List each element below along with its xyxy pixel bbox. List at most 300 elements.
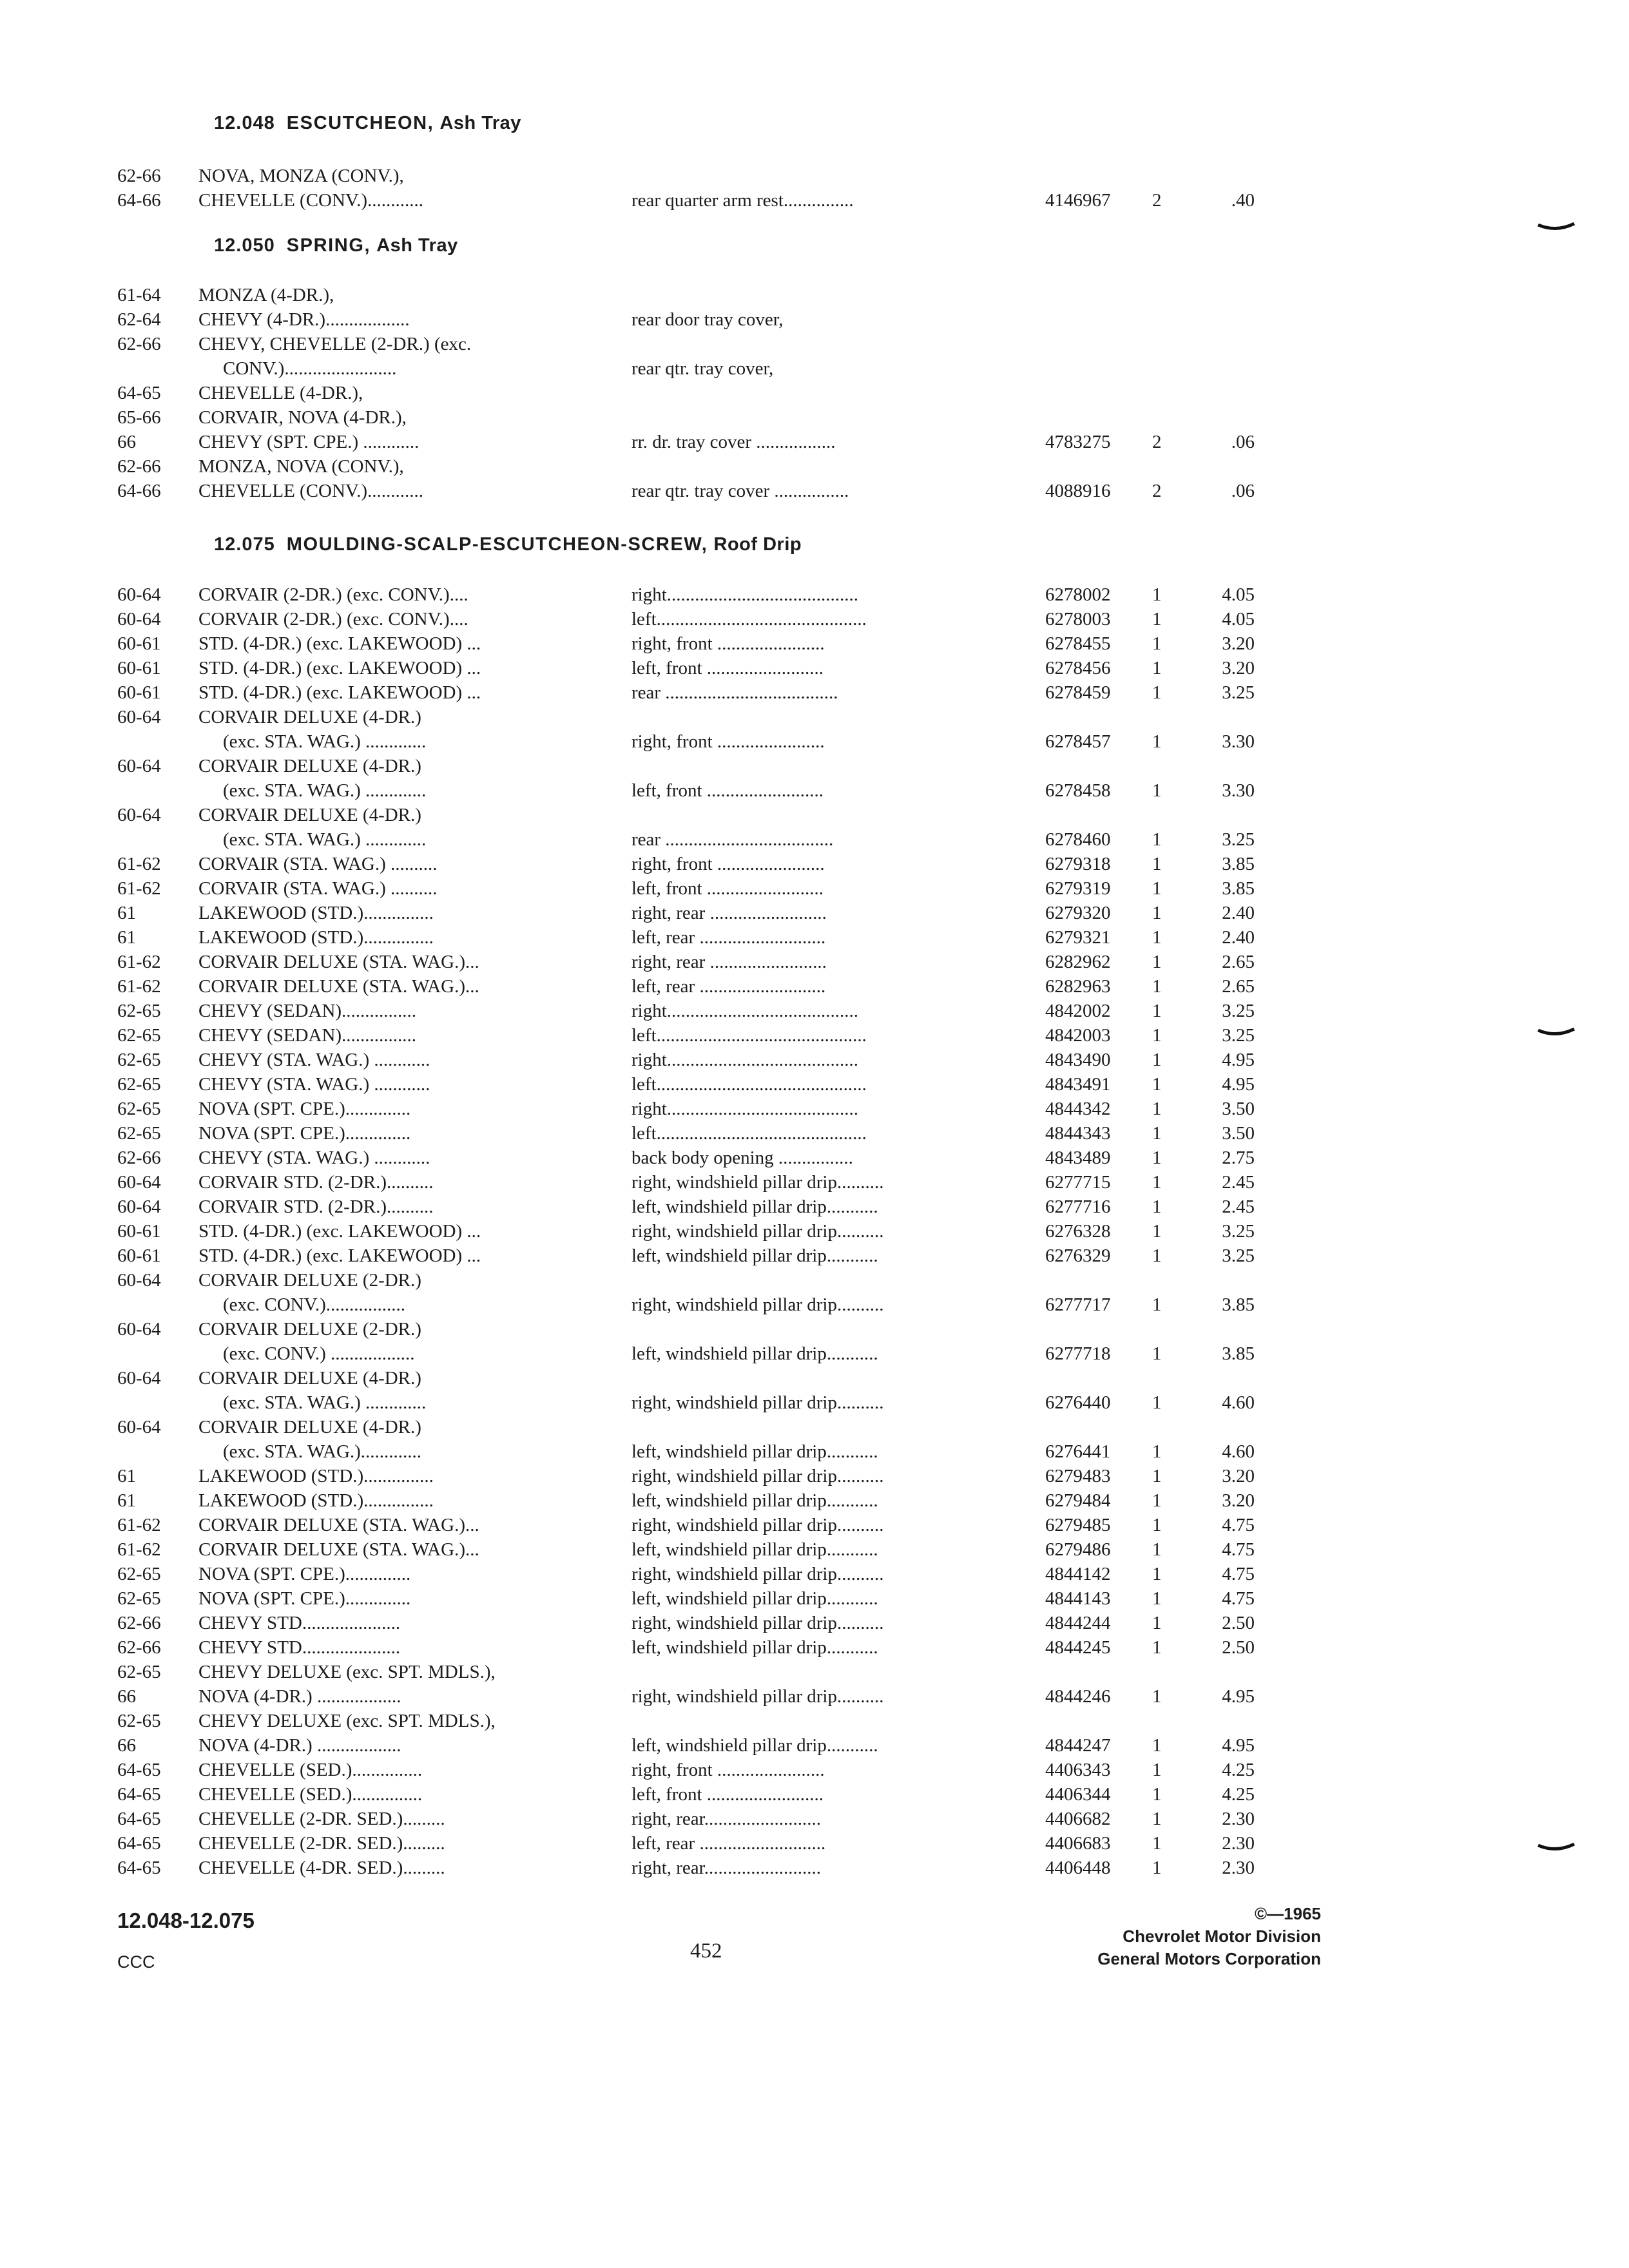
model-years: 61-62 <box>117 952 161 972</box>
model-name: CHEVELLE (2-DR. SED.)......... <box>198 1809 445 1829</box>
price: 4.75 <box>1222 1588 1255 1609</box>
model-name: CHEVELLE (SED.)............... <box>198 1784 423 1805</box>
table-row <box>0 1244 1629 1268</box>
model-years: 60-64 <box>117 1368 161 1389</box>
part-description: right, rear ......................... <box>631 952 827 972</box>
edge-mark-icon <box>1537 222 1576 231</box>
model-years: 61-62 <box>117 854 161 874</box>
model-name: CHEVELLE (4-DR. SED.)......... <box>198 1858 445 1878</box>
table-row <box>0 1097 1629 1121</box>
part-number: 4842002 <box>1045 1001 1111 1021</box>
price: 4.75 <box>1222 1515 1255 1535</box>
part-number: 6276440 <box>1045 1392 1111 1413</box>
quantity: 1 <box>1152 878 1162 899</box>
model-years: 62-65 <box>117 1099 161 1119</box>
price: 2.65 <box>1222 952 1255 972</box>
price: .40 <box>1231 190 1255 211</box>
part-description: right......................................... <box>631 1001 859 1021</box>
price: 2.45 <box>1222 1196 1255 1217</box>
model-name: MONZA, NOVA (CONV.), <box>198 456 404 477</box>
model-years: 60-64 <box>117 805 161 825</box>
price: 2.40 <box>1222 903 1255 923</box>
quantity: 1 <box>1152 829 1162 850</box>
model-name: NOVA (SPT. CPE.).............. <box>198 1588 411 1609</box>
table-row <box>0 950 1629 974</box>
quantity: 1 <box>1152 1588 1162 1609</box>
model-name: CORVAIR DELUXE (4-DR.) <box>198 707 421 727</box>
table-row <box>0 479 1629 503</box>
section-number: 12.075 <box>214 534 275 555</box>
price: 3.30 <box>1222 780 1255 801</box>
part-description: left, windshield pillar drip........... <box>631 1490 878 1511</box>
model-years: 64-66 <box>117 190 161 211</box>
price: 3.20 <box>1222 1466 1255 1486</box>
table-row <box>0 1268 1629 1293</box>
table-row <box>0 1072 1629 1097</box>
table-row <box>0 1390 1629 1415</box>
model-name: CORVAIR (STA. WAG.) .......... <box>198 854 438 874</box>
model-name: CORVAIR DELUXE (STA. WAG.)... <box>198 952 479 972</box>
price: 2.75 <box>1222 1148 1255 1168</box>
model-name: CHEVELLE (CONV.)............ <box>198 481 424 501</box>
part-description: left, front ......................... <box>631 1784 824 1805</box>
table-row <box>0 1635 1629 1660</box>
price: 3.20 <box>1222 1490 1255 1511</box>
price: 3.85 <box>1222 1343 1255 1364</box>
table-row <box>0 1415 1629 1439</box>
model-years: 61 <box>117 1466 136 1486</box>
model-years: 62-65 <box>117 1564 161 1584</box>
price: 3.25 <box>1222 1221 1255 1242</box>
model-name: CORVAIR DELUXE (2-DR.) <box>198 1270 421 1291</box>
quantity: 1 <box>1152 1735 1162 1756</box>
model-years: 60-61 <box>117 658 161 678</box>
part-description: back body opening ................ <box>631 1148 853 1168</box>
table-row <box>0 1146 1629 1170</box>
model-years: 64-65 <box>117 383 161 403</box>
model-years: 62-66 <box>117 334 161 354</box>
table-row <box>0 188 1629 213</box>
model-years: 62-66 <box>117 456 161 477</box>
model-name: CHEVY (SEDAN)................ <box>198 1001 417 1021</box>
quantity: 1 <box>1152 1441 1162 1462</box>
part-description: right, windshield pillar drip.......... <box>631 1564 884 1584</box>
part-description: left, windshield pillar drip........... <box>631 1637 878 1658</box>
model-name: CORVAIR (2-DR.) (exc. CONV.).... <box>198 584 468 605</box>
quantity: 1 <box>1152 1001 1162 1021</box>
model-name: CORVAIR (2-DR.) (exc. CONV.).... <box>198 609 468 629</box>
table-row <box>0 876 1629 901</box>
price: 4.60 <box>1222 1392 1255 1413</box>
model-years: 62-65 <box>117 1074 161 1095</box>
model-years: 60-64 <box>117 756 161 776</box>
part-description: rear .................................... <box>631 829 834 850</box>
part-description: left, windshield pillar drip........... <box>631 1441 878 1462</box>
price: 4.75 <box>1222 1539 1255 1560</box>
model-years: 64-65 <box>117 1833 161 1854</box>
price: 4.95 <box>1222 1074 1255 1095</box>
quantity: 1 <box>1152 731 1162 752</box>
quantity: 1 <box>1152 682 1162 703</box>
part-number: 6278002 <box>1045 584 1111 605</box>
part-description: left, windshield pillar drip........... <box>631 1735 878 1756</box>
part-description: left............................................. <box>631 1074 867 1095</box>
model-years: 60-64 <box>117 1196 161 1217</box>
model-name: CORVAIR STD. (2-DR.).......... <box>198 1172 434 1193</box>
edge-mark-icon <box>1537 1843 1576 1852</box>
copyright: ©—1965 <box>1255 1904 1321 1923</box>
price: 4.75 <box>1222 1564 1255 1584</box>
quantity: 1 <box>1152 1099 1162 1119</box>
price: 2.50 <box>1222 1637 1255 1658</box>
part-description: left, windshield pillar drip........... <box>631 1539 878 1560</box>
part-number: 6279486 <box>1045 1539 1111 1560</box>
model-name: CORVAIR, NOVA (4-DR.), <box>198 407 407 428</box>
part-number: 4844142 <box>1045 1564 1111 1584</box>
model-name: CHEVELLE (4-DR.), <box>198 383 363 403</box>
part-number: 6278459 <box>1045 682 1111 703</box>
price: 2.40 <box>1222 927 1255 948</box>
model-name: (exc. STA. WAG.) ............. <box>223 780 427 801</box>
part-description: rear ..................................... <box>631 682 838 703</box>
table-row <box>0 1831 1629 1856</box>
part-number: 6276328 <box>1045 1221 1111 1242</box>
model-name: CHEVY DELUXE (exc. SPT. MDLS.), <box>198 1662 496 1682</box>
part-description: left............................................. <box>631 609 867 629</box>
quantity: 1 <box>1152 1245 1162 1266</box>
table-row <box>0 283 1629 307</box>
quantity: 1 <box>1152 1833 1162 1854</box>
table-row <box>0 356 1629 381</box>
model-name: CORVAIR DELUXE (4-DR.) <box>198 756 421 776</box>
model-years: 61 <box>117 1490 136 1511</box>
table-row <box>0 332 1629 356</box>
model-years: 60-61 <box>117 682 161 703</box>
quantity: 1 <box>1152 1025 1162 1046</box>
section-number: 12.050 <box>214 235 275 256</box>
part-number: 6279484 <box>1045 1490 1111 1511</box>
part-description: left, windshield pillar drip........... <box>631 1245 878 1266</box>
part-description: left, rear ........................... <box>631 927 826 948</box>
part-description: right, windshield pillar drip.......... <box>631 1294 884 1315</box>
model-years: 64-66 <box>117 481 161 501</box>
part-description: right......................................... <box>631 584 859 605</box>
part-description: right, rear ......................... <box>631 903 827 923</box>
model-years: 62-66 <box>117 1613 161 1633</box>
price: 3.30 <box>1222 731 1255 752</box>
part-description: right, rear......................... <box>631 1858 821 1878</box>
part-description: left............................................. <box>631 1025 867 1046</box>
footer-section-range: 12.048-12.075 <box>117 1908 255 1932</box>
table-row <box>0 1660 1629 1684</box>
model-name: CORVAIR (STA. WAG.) .......... <box>198 878 438 899</box>
price: 3.85 <box>1222 1294 1255 1315</box>
part-description: rear qtr. tray cover, <box>631 358 774 379</box>
table-row <box>0 1709 1629 1733</box>
price: 2.30 <box>1222 1809 1255 1829</box>
part-description: left, windshield pillar drip........... <box>631 1343 878 1364</box>
table-row <box>0 705 1629 729</box>
model-years: 60-64 <box>117 584 161 605</box>
model-name: CORVAIR DELUXE (4-DR.) <box>198 1417 421 1437</box>
section-subtitle: Ash Tray <box>439 113 521 133</box>
part-number: 4406682 <box>1045 1809 1111 1829</box>
model-years: 60-64 <box>117 609 161 629</box>
model-years: 60-64 <box>117 1270 161 1291</box>
model-name: LAKEWOOD (STD.)............... <box>198 1490 434 1511</box>
table-row <box>0 680 1629 705</box>
price: 4.95 <box>1222 1735 1255 1756</box>
model-name: NOVA (4-DR.) .................. <box>198 1735 401 1756</box>
model-name: CORVAIR DELUXE (STA. WAG.)... <box>198 1539 479 1560</box>
table-row <box>0 1562 1629 1586</box>
price: 2.30 <box>1222 1858 1255 1878</box>
part-number: 4088916 <box>1045 481 1111 501</box>
model-name: STD. (4-DR.) (exc. LAKEWOOD) ... <box>198 633 481 654</box>
part-description: right, front ....................... <box>631 854 825 874</box>
model-years: 61-62 <box>117 878 161 899</box>
part-number: 6282962 <box>1045 952 1111 972</box>
price: 4.05 <box>1222 609 1255 629</box>
model-name: CHEVY DELUXE (exc. SPT. MDLS.), <box>198 1711 496 1731</box>
part-number: 4146967 <box>1045 190 1111 211</box>
part-description: right, windshield pillar drip.......... <box>631 1221 884 1242</box>
page-number: 452 <box>690 1939 722 1963</box>
section-name: MOULDING-SCALP-ESCUTCHEON-SCREW, <box>286 534 708 555</box>
model-years: 65-66 <box>117 407 161 428</box>
table-row <box>0 1464 1629 1488</box>
model-name: STD. (4-DR.) (exc. LAKEWOOD) ... <box>198 1221 481 1242</box>
part-number: 6279320 <box>1045 903 1111 923</box>
price: 3.85 <box>1222 878 1255 899</box>
footer-code: CCC <box>117 1952 155 1972</box>
part-description: left, windshield pillar drip........... <box>631 1196 878 1217</box>
model-name: CHEVY (STA. WAG.) ............ <box>198 1050 430 1070</box>
price: 3.85 <box>1222 854 1255 874</box>
quantity: 1 <box>1152 584 1162 605</box>
part-number: 6278457 <box>1045 731 1111 752</box>
model-years: 60-64 <box>117 1319 161 1340</box>
model-name: LAKEWOOD (STD.)............... <box>198 927 434 948</box>
model-years: 62-65 <box>117 1050 161 1070</box>
quantity: 1 <box>1152 1148 1162 1168</box>
quantity: 1 <box>1152 658 1162 678</box>
section-subtitle: Roof Drip <box>713 534 802 555</box>
table-row <box>0 1733 1629 1758</box>
part-number: 6278003 <box>1045 609 1111 629</box>
model-years: 62-65 <box>117 1662 161 1682</box>
model-name: MONZA (4-DR.), <box>198 285 334 305</box>
model-years: 60-64 <box>117 1417 161 1437</box>
part-number: 6279483 <box>1045 1466 1111 1486</box>
model-years: 61 <box>117 927 136 948</box>
table-row <box>0 1219 1629 1244</box>
model-years: 62-66 <box>117 1637 161 1658</box>
part-number: 6276441 <box>1045 1441 1111 1462</box>
table-row <box>0 1439 1629 1464</box>
quantity: 1 <box>1152 1613 1162 1633</box>
quantity: 1 <box>1152 1196 1162 1217</box>
table-row <box>0 1586 1629 1611</box>
price: 3.50 <box>1222 1123 1255 1144</box>
part-number: 6277715 <box>1045 1172 1111 1193</box>
part-description: rr. dr. tray cover ................. <box>631 432 836 452</box>
section-title <box>214 235 458 256</box>
table-row <box>0 754 1629 778</box>
model-name: CHEVY, CHEVELLE (2-DR.) (exc. <box>198 334 472 354</box>
section-subtitle: Ash Tray <box>376 235 458 256</box>
part-number: 6277717 <box>1045 1294 1111 1315</box>
model-name: NOVA (SPT. CPE.).............. <box>198 1099 411 1119</box>
model-name: (exc. STA. WAG.) ............. <box>223 731 427 752</box>
model-name: CONV.)........................ <box>223 358 397 379</box>
price: 2.50 <box>1222 1613 1255 1633</box>
section-number: 12.048 <box>214 113 275 133</box>
quantity: 1 <box>1152 1294 1162 1315</box>
quantity: 1 <box>1152 1515 1162 1535</box>
table-row <box>0 1317 1629 1341</box>
part-number: 6278456 <box>1045 658 1111 678</box>
part-number: 4843491 <box>1045 1074 1111 1095</box>
model-name: CHEVY (4-DR.).................. <box>198 309 410 330</box>
part-number: 4844244 <box>1045 1613 1111 1633</box>
table-row <box>0 974 1629 999</box>
table-row <box>0 1341 1629 1366</box>
table-row <box>0 1611 1629 1635</box>
footer-publisher <box>1097 1903 1321 1970</box>
part-number: 6278458 <box>1045 780 1111 801</box>
model-years: 64-65 <box>117 1858 161 1878</box>
quantity: 1 <box>1152 1490 1162 1511</box>
model-years: 62-65 <box>117 1588 161 1609</box>
part-description: right, front ....................... <box>631 731 825 752</box>
part-description: left, rear ........................... <box>631 1833 826 1854</box>
quantity: 1 <box>1152 903 1162 923</box>
model-name: (exc. STA. WAG.) ............. <box>223 829 427 850</box>
table-row <box>0 852 1629 876</box>
model-years: 62-65 <box>117 1025 161 1046</box>
model-name: NOVA (4-DR.) .................. <box>198 1686 401 1707</box>
price: 3.20 <box>1222 658 1255 678</box>
table-row <box>0 1293 1629 1317</box>
table-row <box>0 1856 1629 1880</box>
part-description: right......................................... <box>631 1099 859 1119</box>
model-name: (exc. CONV.)................. <box>223 1294 405 1315</box>
quantity: 1 <box>1152 1123 1162 1144</box>
quantity: 1 <box>1152 927 1162 948</box>
model-name: STD. (4-DR.) (exc. LAKEWOOD) ... <box>198 1245 481 1266</box>
part-description: right, front ....................... <box>631 1760 825 1780</box>
model-name: CHEVY (SEDAN)................ <box>198 1025 417 1046</box>
quantity: 1 <box>1152 1466 1162 1486</box>
quantity: 1 <box>1152 1637 1162 1658</box>
part-number: 6279318 <box>1045 854 1111 874</box>
quantity: 1 <box>1152 1784 1162 1805</box>
table-row <box>0 1195 1629 1219</box>
quantity: 2 <box>1152 432 1162 452</box>
quantity: 1 <box>1152 952 1162 972</box>
model-years: 60-64 <box>117 1172 161 1193</box>
price: 4.25 <box>1222 1760 1255 1780</box>
table-row <box>0 582 1629 607</box>
price: 3.25 <box>1222 1245 1255 1266</box>
price: .06 <box>1231 432 1255 452</box>
model-years: 66 <box>117 1686 136 1707</box>
part-description: right......................................... <box>631 1050 859 1070</box>
part-number: 6276329 <box>1045 1245 1111 1266</box>
table-row <box>0 631 1629 656</box>
part-number: 4844143 <box>1045 1588 1111 1609</box>
part-number: 4406344 <box>1045 1784 1111 1805</box>
price: 3.25 <box>1222 1001 1255 1021</box>
model-name: CHEVY STD..................... <box>198 1613 401 1633</box>
part-number: 4844343 <box>1045 1123 1111 1144</box>
model-years: 62-65 <box>117 1123 161 1144</box>
price: 3.20 <box>1222 633 1255 654</box>
model-years: 64-65 <box>117 1760 161 1780</box>
part-description: right, windshield pillar drip.......... <box>631 1686 884 1707</box>
quantity: 2 <box>1152 481 1162 501</box>
part-number: 4783275 <box>1045 432 1111 452</box>
model-years: 61-62 <box>117 1539 161 1560</box>
price: 4.95 <box>1222 1050 1255 1070</box>
table-row <box>0 164 1629 188</box>
model-years: 62-65 <box>117 1001 161 1021</box>
model-name: CHEVELLE (2-DR. SED.)......... <box>198 1833 445 1854</box>
model-years: 60-64 <box>117 707 161 727</box>
quantity: 1 <box>1152 1392 1162 1413</box>
model-name: NOVA, MONZA (CONV.), <box>198 166 404 186</box>
table-row <box>0 656 1629 680</box>
part-description: right, front ....................... <box>631 633 825 654</box>
table-row <box>0 430 1629 454</box>
part-description: right, windshield pillar drip.......... <box>631 1613 884 1633</box>
price: 3.25 <box>1222 829 1255 850</box>
quantity: 1 <box>1152 633 1162 654</box>
corporation-name: General Motors Corporation <box>1097 1949 1321 1968</box>
model-name: LAKEWOOD (STD.)............... <box>198 903 434 923</box>
edge-mark-icon <box>1537 1028 1576 1037</box>
section-title <box>214 534 802 555</box>
table-row <box>0 1023 1629 1048</box>
model-name: CORVAIR STD. (2-DR.).......... <box>198 1196 434 1217</box>
model-name: CORVAIR DELUXE (4-DR.) <box>198 805 421 825</box>
table-row <box>0 778 1629 803</box>
part-description: left, rear ........................... <box>631 976 826 997</box>
part-number: 6279319 <box>1045 878 1111 899</box>
part-number: 4844245 <box>1045 1637 1111 1658</box>
table-row <box>0 1684 1629 1709</box>
model-years: 61-62 <box>117 976 161 997</box>
table-row <box>0 729 1629 754</box>
table-row <box>0 901 1629 925</box>
model-name: CORVAIR DELUXE (STA. WAG.)... <box>198 1515 479 1535</box>
part-description: right, rear......................... <box>631 1809 821 1829</box>
part-number: 4406683 <box>1045 1833 1111 1854</box>
price: 2.30 <box>1222 1833 1255 1854</box>
model-name: CHEVELLE (CONV.)............ <box>198 190 424 211</box>
model-years: 64-65 <box>117 1784 161 1805</box>
model-name: STD. (4-DR.) (exc. LAKEWOOD) ... <box>198 682 481 703</box>
price: 4.05 <box>1222 584 1255 605</box>
model-years: 61 <box>117 903 136 923</box>
quantity: 1 <box>1152 1074 1162 1095</box>
section-name: ESCUTCHEON, <box>286 113 434 133</box>
price: 4.25 <box>1222 1784 1255 1805</box>
part-number: 4843490 <box>1045 1050 1111 1070</box>
part-number: 4843489 <box>1045 1148 1111 1168</box>
model-years: 60-61 <box>117 1221 161 1242</box>
